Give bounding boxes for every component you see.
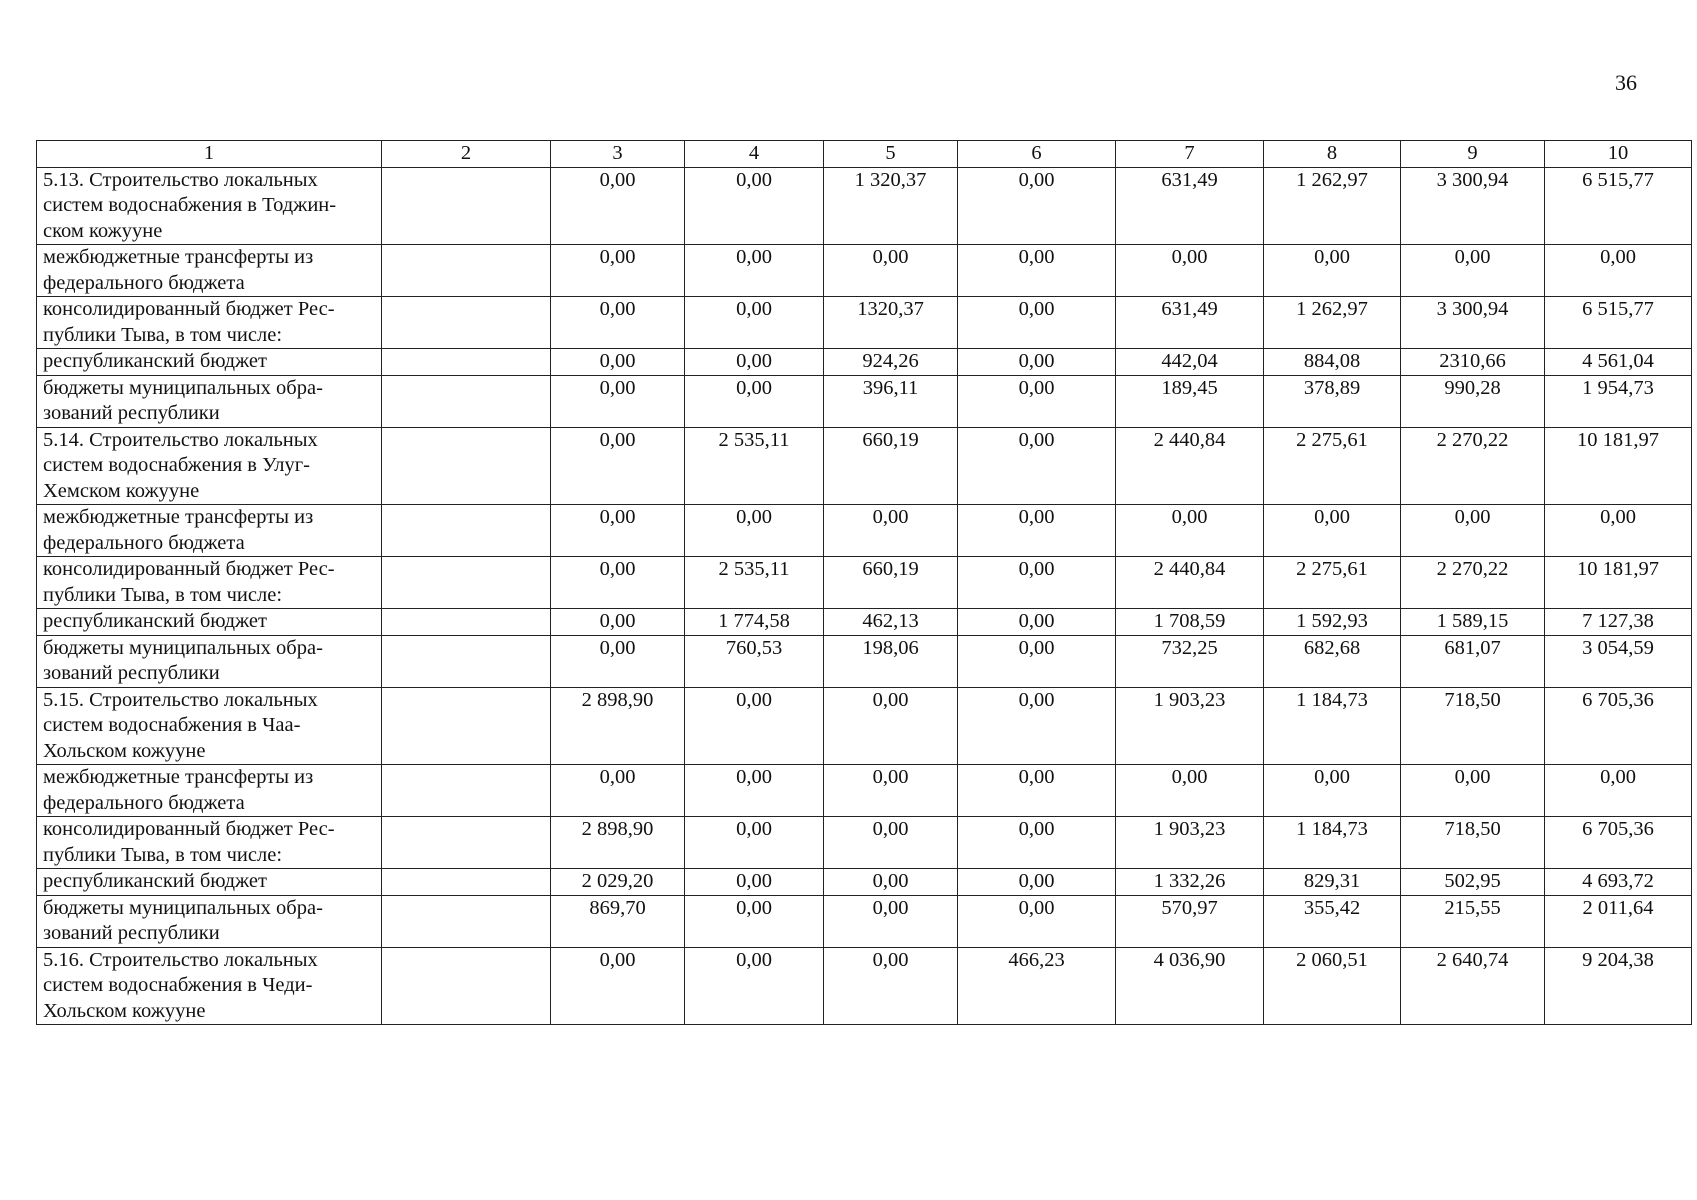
value-cell-col-6: 0,00 <box>958 895 1116 947</box>
value-cell-col-10: 6 705,36 <box>1545 687 1692 765</box>
value-cell-col-9: 718,50 <box>1401 817 1545 869</box>
value-cell-col-3: 0,00 <box>551 375 685 427</box>
value-cell-col-5: 0,00 <box>824 869 958 896</box>
column-header-8: 8 <box>1264 141 1401 168</box>
value-cell-col-8: 884,08 <box>1264 349 1401 376</box>
value-cell-col-9: 502,95 <box>1401 869 1545 896</box>
value-cell-col-8: 0,00 <box>1264 505 1401 557</box>
value-cell-col-6: 0,00 <box>958 609 1116 636</box>
value-cell-col-5: 0,00 <box>824 895 958 947</box>
column-2-cell <box>382 427 551 505</box>
table-row <box>37 167 1692 245</box>
value-cell-col-10: 3 054,59 <box>1545 635 1692 687</box>
value-cell-col-8: 2 060,51 <box>1264 947 1401 1025</box>
table-row <box>37 817 1692 869</box>
value-cell-col-3: 2 898,90 <box>551 687 685 765</box>
row-label: консолидированный бюджет Рес- публики Тыва, в том числе: <box>37 557 382 609</box>
value-cell-col-4: 0,00 <box>685 297 824 349</box>
value-cell-col-6: 0,00 <box>958 375 1116 427</box>
value-cell-col-7: 2 440,84 <box>1116 557 1264 609</box>
row-label: бюджеты муниципальных обра- зований республики <box>37 375 382 427</box>
column-2-cell <box>382 817 551 869</box>
value-cell-col-3: 2 898,90 <box>551 817 685 869</box>
value-cell-col-9: 2 640,74 <box>1401 947 1545 1025</box>
value-cell-col-7: 631,49 <box>1116 297 1264 349</box>
value-cell-col-10: 0,00 <box>1545 505 1692 557</box>
value-cell-col-7: 1 903,23 <box>1116 687 1264 765</box>
column-2-cell <box>382 557 551 609</box>
table-row <box>37 635 1692 687</box>
value-cell-col-4: 0,00 <box>685 869 824 896</box>
value-cell-col-3: 0,00 <box>551 349 685 376</box>
row-label: бюджеты муниципальных обра- зований республики <box>37 895 382 947</box>
column-2-cell <box>382 375 551 427</box>
table-row <box>37 375 1692 427</box>
value-cell-col-7: 1 332,26 <box>1116 869 1264 896</box>
value-cell-col-4: 2 535,11 <box>685 557 824 609</box>
value-cell-col-6: 0,00 <box>958 297 1116 349</box>
value-cell-col-6: 0,00 <box>958 427 1116 505</box>
value-cell-col-6: 0,00 <box>958 557 1116 609</box>
table-row <box>37 947 1692 1025</box>
budget-table <box>36 140 1692 1025</box>
value-cell-col-9: 0,00 <box>1401 245 1545 297</box>
column-2-cell <box>382 687 551 765</box>
column-2-cell <box>382 609 551 636</box>
value-cell-col-5: 198,06 <box>824 635 958 687</box>
value-cell-col-7: 732,25 <box>1116 635 1264 687</box>
value-cell-col-5: 660,19 <box>824 427 958 505</box>
value-cell-col-4: 0,00 <box>685 505 824 557</box>
row-label: бюджеты муниципальных обра- зований республики <box>37 635 382 687</box>
value-cell-col-7: 4 036,90 <box>1116 947 1264 1025</box>
table-body <box>37 167 1692 1025</box>
row-label: 5.14. Строительство локальных систем водоснабжения в Улуг- Хемском кожууне <box>37 427 382 505</box>
value-cell-col-3: 0,00 <box>551 297 685 349</box>
value-cell-col-3: 0,00 <box>551 505 685 557</box>
column-2-cell <box>382 505 551 557</box>
column-2-cell <box>382 167 551 245</box>
value-cell-col-4: 760,53 <box>685 635 824 687</box>
value-cell-col-10: 6 515,77 <box>1545 167 1692 245</box>
value-cell-col-6: 0,00 <box>958 817 1116 869</box>
header-row <box>37 141 1692 168</box>
value-cell-col-6: 0,00 <box>958 245 1116 297</box>
value-cell-col-8: 1 592,93 <box>1264 609 1401 636</box>
column-header-4: 4 <box>685 141 824 168</box>
value-cell-col-9: 2310,66 <box>1401 349 1545 376</box>
value-cell-col-10: 7 127,38 <box>1545 609 1692 636</box>
value-cell-col-8: 829,31 <box>1264 869 1401 896</box>
value-cell-col-4: 0,00 <box>685 687 824 765</box>
row-label: межбюджетные трансферты из федерального бюджета <box>37 765 382 817</box>
table-row <box>37 245 1692 297</box>
value-cell-col-6: 0,00 <box>958 765 1116 817</box>
table-row <box>37 427 1692 505</box>
value-cell-col-10: 0,00 <box>1545 765 1692 817</box>
value-cell-col-8: 378,89 <box>1264 375 1401 427</box>
value-cell-col-5: 0,00 <box>824 817 958 869</box>
value-cell-col-9: 1 589,15 <box>1401 609 1545 636</box>
column-2-cell <box>382 947 551 1025</box>
value-cell-col-6: 0,00 <box>958 349 1116 376</box>
value-cell-col-8: 1 262,97 <box>1264 297 1401 349</box>
column-2-cell <box>382 297 551 349</box>
value-cell-col-7: 1 903,23 <box>1116 817 1264 869</box>
value-cell-col-4: 1 774,58 <box>685 609 824 636</box>
table-row <box>37 557 1692 609</box>
column-header-10: 10 <box>1545 141 1692 168</box>
value-cell-col-7: 0,00 <box>1116 505 1264 557</box>
value-cell-col-10: 6 705,36 <box>1545 817 1692 869</box>
value-cell-col-6: 0,00 <box>958 635 1116 687</box>
value-cell-col-6: 0,00 <box>958 167 1116 245</box>
value-cell-col-3: 0,00 <box>551 947 685 1025</box>
value-cell-col-3: 2 029,20 <box>551 869 685 896</box>
row-label: консолидированный бюджет Рес- публики Тыва, в том числе: <box>37 817 382 869</box>
value-cell-col-6: 0,00 <box>958 505 1116 557</box>
value-cell-col-4: 0,00 <box>685 375 824 427</box>
value-cell-col-8: 682,68 <box>1264 635 1401 687</box>
column-header-3: 3 <box>551 141 685 168</box>
value-cell-col-4: 0,00 <box>685 947 824 1025</box>
value-cell-col-5: 660,19 <box>824 557 958 609</box>
value-cell-col-5: 462,13 <box>824 609 958 636</box>
value-cell-col-5: 0,00 <box>824 505 958 557</box>
value-cell-col-5: 1320,37 <box>824 297 958 349</box>
table-row <box>37 505 1692 557</box>
value-cell-col-10: 0,00 <box>1545 245 1692 297</box>
row-label: республиканский бюджет <box>37 349 382 376</box>
value-cell-col-8: 2 275,61 <box>1264 557 1401 609</box>
value-cell-col-8: 1 262,97 <box>1264 167 1401 245</box>
column-header-6: 6 <box>958 141 1116 168</box>
row-label: консолидированный бюджет Рес- публики Тыва, в том числе: <box>37 297 382 349</box>
value-cell-col-8: 1 184,73 <box>1264 817 1401 869</box>
value-cell-col-3: 869,70 <box>551 895 685 947</box>
value-cell-col-5: 396,11 <box>824 375 958 427</box>
table-row <box>37 869 1692 896</box>
value-cell-col-3: 0,00 <box>551 557 685 609</box>
value-cell-col-10: 4 693,72 <box>1545 869 1692 896</box>
value-cell-col-4: 0,00 <box>685 765 824 817</box>
value-cell-col-10: 1 954,73 <box>1545 375 1692 427</box>
value-cell-col-9: 2 270,22 <box>1401 557 1545 609</box>
table-row <box>37 609 1692 636</box>
table-row <box>37 349 1692 376</box>
value-cell-col-4: 0,00 <box>685 817 824 869</box>
column-2-cell <box>382 895 551 947</box>
value-cell-col-3: 0,00 <box>551 765 685 817</box>
column-header-2: 2 <box>382 141 551 168</box>
value-cell-col-3: 0,00 <box>551 245 685 297</box>
row-label: 5.15. Строительство локальных систем водоснабжения в Чаа- Хольском кожууне <box>37 687 382 765</box>
table-row <box>37 765 1692 817</box>
value-cell-col-9: 0,00 <box>1401 505 1545 557</box>
column-header-5: 5 <box>824 141 958 168</box>
table-row <box>37 895 1692 947</box>
row-label: 5.16. Строительство локальных систем водоснабжения в Чеди- Хольском кожууне <box>37 947 382 1025</box>
value-cell-col-10: 6 515,77 <box>1545 297 1692 349</box>
table-row <box>37 687 1692 765</box>
value-cell-col-10: 2 011,64 <box>1545 895 1692 947</box>
value-cell-col-5: 0,00 <box>824 947 958 1025</box>
value-cell-col-10: 4 561,04 <box>1545 349 1692 376</box>
value-cell-col-9: 3 300,94 <box>1401 167 1545 245</box>
value-cell-col-7: 0,00 <box>1116 765 1264 817</box>
value-cell-col-6: 0,00 <box>958 869 1116 896</box>
column-2-cell <box>382 869 551 896</box>
value-cell-col-5: 0,00 <box>824 687 958 765</box>
table-row <box>37 297 1692 349</box>
value-cell-col-3: 0,00 <box>551 635 685 687</box>
value-cell-col-7: 2 440,84 <box>1116 427 1264 505</box>
value-cell-col-8: 355,42 <box>1264 895 1401 947</box>
row-label: межбюджетные трансферты из федерального бюджета <box>37 505 382 557</box>
value-cell-col-9: 0,00 <box>1401 765 1545 817</box>
column-2-cell <box>382 349 551 376</box>
value-cell-col-8: 0,00 <box>1264 245 1401 297</box>
value-cell-col-9: 990,28 <box>1401 375 1545 427</box>
value-cell-col-4: 2 535,11 <box>685 427 824 505</box>
value-cell-col-7: 570,97 <box>1116 895 1264 947</box>
column-header-9: 9 <box>1401 141 1545 168</box>
value-cell-col-4: 0,00 <box>685 895 824 947</box>
value-cell-col-8: 1 184,73 <box>1264 687 1401 765</box>
column-2-cell <box>382 635 551 687</box>
value-cell-col-4: 0,00 <box>685 167 824 245</box>
value-cell-col-5: 924,26 <box>824 349 958 376</box>
column-header-7: 7 <box>1116 141 1264 168</box>
value-cell-col-7: 189,45 <box>1116 375 1264 427</box>
value-cell-col-3: 0,00 <box>551 427 685 505</box>
value-cell-col-9: 2 270,22 <box>1401 427 1545 505</box>
value-cell-col-4: 0,00 <box>685 349 824 376</box>
value-cell-col-7: 442,04 <box>1116 349 1264 376</box>
column-header-1: 1 <box>37 141 382 168</box>
value-cell-col-9: 215,55 <box>1401 895 1545 947</box>
value-cell-col-7: 1 708,59 <box>1116 609 1264 636</box>
column-2-cell <box>382 245 551 297</box>
row-label: республиканский бюджет <box>37 869 382 896</box>
value-cell-col-5: 0,00 <box>824 245 958 297</box>
value-cell-col-6: 0,00 <box>958 687 1116 765</box>
value-cell-col-7: 631,49 <box>1116 167 1264 245</box>
value-cell-col-10: 9 204,38 <box>1545 947 1692 1025</box>
column-2-cell <box>382 765 551 817</box>
row-label: республиканский бюджет <box>37 609 382 636</box>
value-cell-col-8: 0,00 <box>1264 765 1401 817</box>
value-cell-col-10: 10 181,97 <box>1545 427 1692 505</box>
value-cell-col-4: 0,00 <box>685 245 824 297</box>
value-cell-col-5: 1 320,37 <box>824 167 958 245</box>
value-cell-col-9: 718,50 <box>1401 687 1545 765</box>
value-cell-col-5: 0,00 <box>824 765 958 817</box>
value-cell-col-3: 0,00 <box>551 167 685 245</box>
page-number: 36 <box>1615 70 1637 95</box>
value-cell-col-8: 2 275,61 <box>1264 427 1401 505</box>
value-cell-col-9: 3 300,94 <box>1401 297 1545 349</box>
row-label: 5.13. Строительство локальных систем водоснабжения в Тоджин- ском кожууне <box>37 167 382 245</box>
value-cell-col-6: 466,23 <box>958 947 1116 1025</box>
value-cell-col-10: 10 181,97 <box>1545 557 1692 609</box>
value-cell-col-3: 0,00 <box>551 609 685 636</box>
value-cell-col-9: 681,07 <box>1401 635 1545 687</box>
value-cell-col-7: 0,00 <box>1116 245 1264 297</box>
row-label: межбюджетные трансферты из федерального бюджета <box>37 245 382 297</box>
